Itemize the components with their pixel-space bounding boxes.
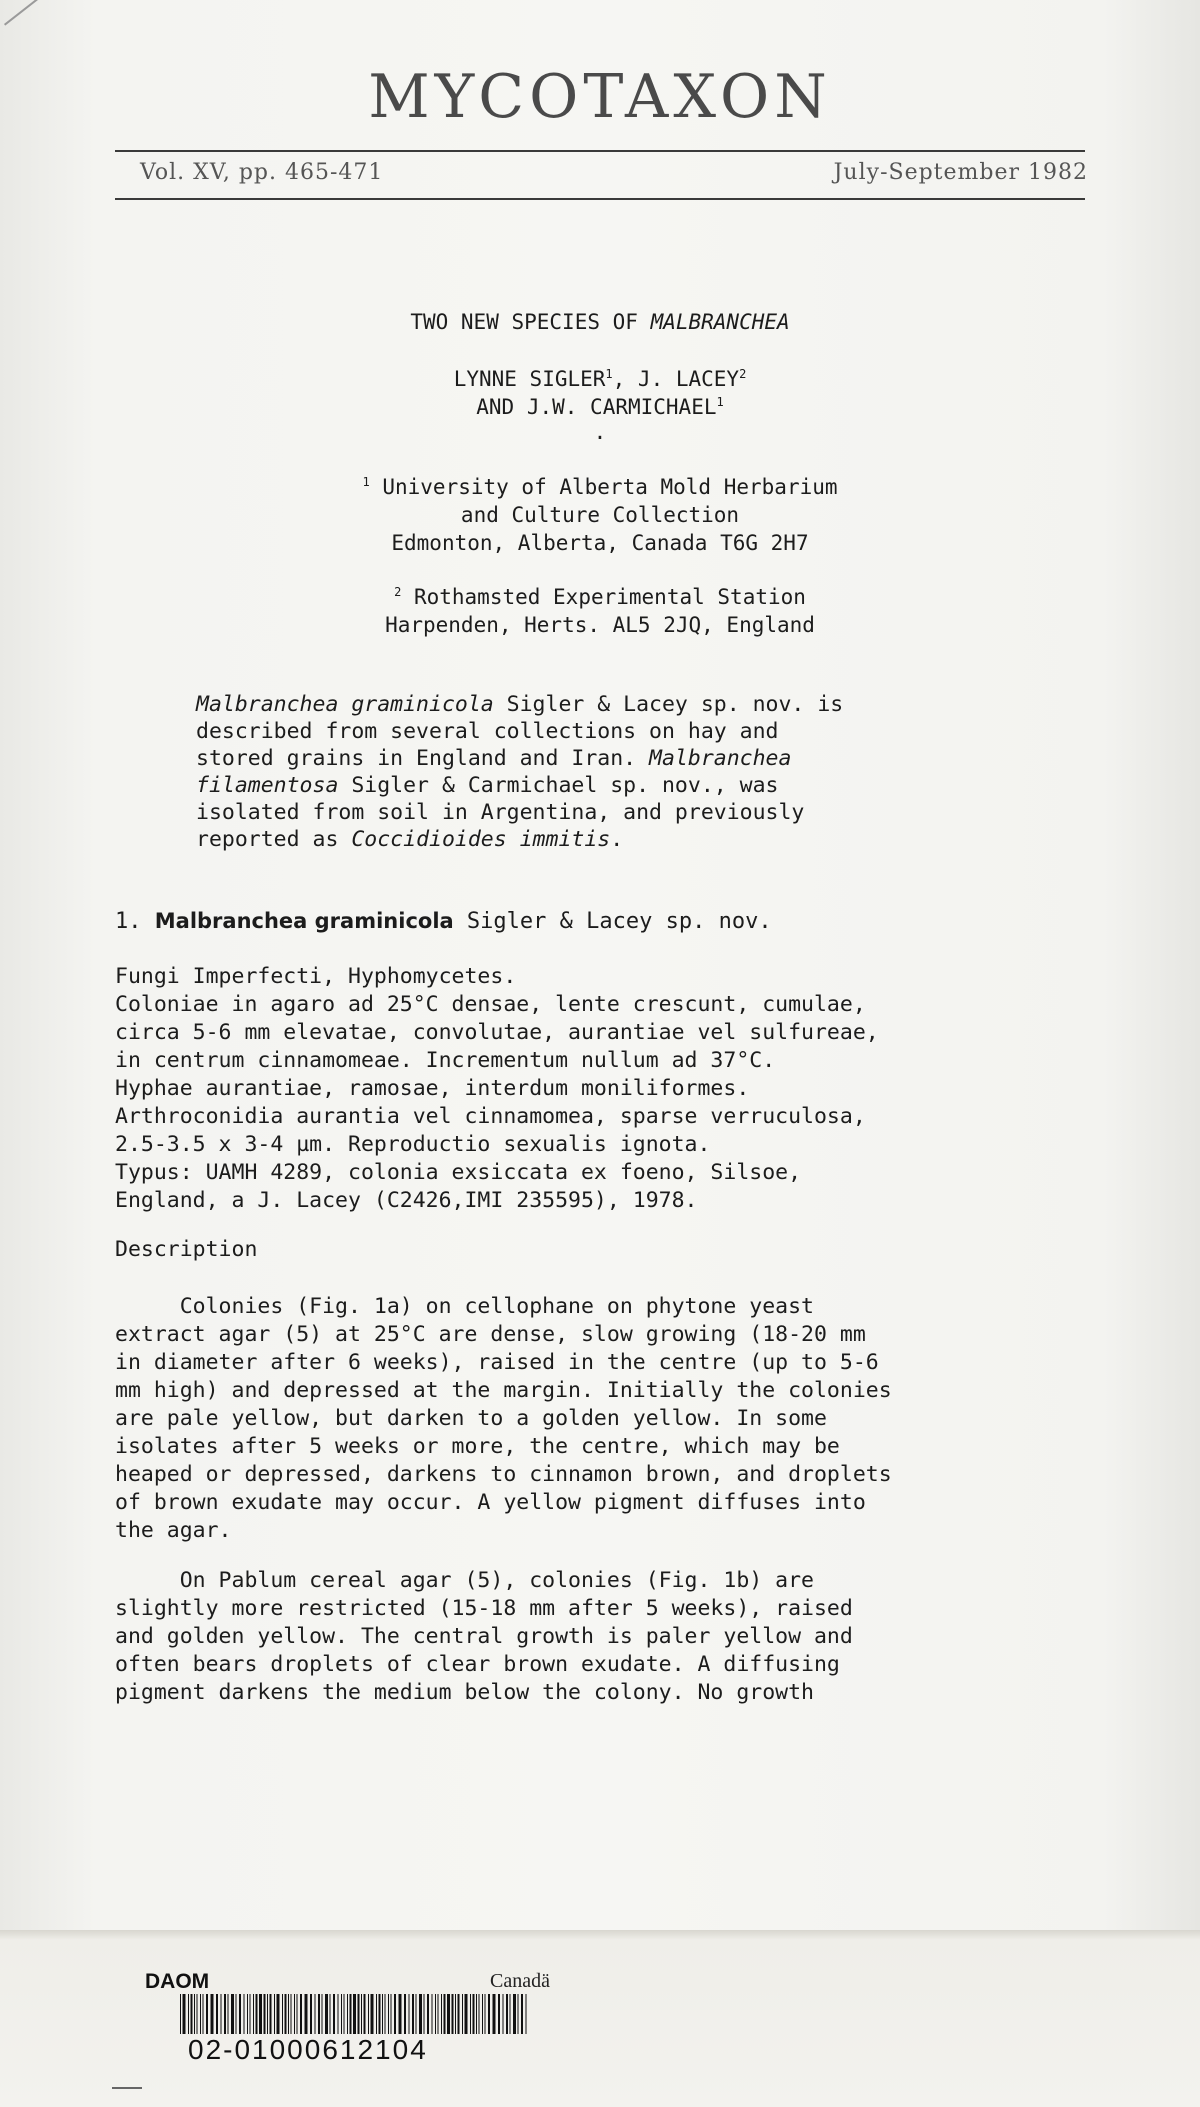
barcode-bar <box>231 1994 234 2034</box>
affiliation-2: $^2$ Rothamsted Experimental Station Harpenden, Herts. AL5 2JQ, England <box>385 585 815 637</box>
barcode-bar <box>318 1994 320 2034</box>
barcode-bar <box>211 1994 214 2034</box>
abstract-line: Malbranchea graminicola Sigler & Lacey sp. nov. is <box>196 692 844 717</box>
barcode-bar <box>482 1994 483 2034</box>
barcode-bar <box>462 1994 463 2034</box>
barcode-bar <box>291 1994 292 2034</box>
barcode-bar <box>224 1994 226 2034</box>
barcode-number: 02-01000612104 <box>188 2034 428 2065</box>
footer-tick <box>112 2087 142 2089</box>
abstract-line: isolated from soil in Argentina, and previously <box>196 800 805 825</box>
description-heading: Description <box>115 1237 258 1262</box>
barcode-bar <box>479 1994 480 2034</box>
barcode-bar <box>447 1994 450 2034</box>
article-authors: LYNNE SIGLER$^1$, J. LACEY$^2$ AND J.W. CARMICHAEL$^1$ <box>453 367 747 419</box>
barcode-bar <box>391 1994 392 2034</box>
barcode-bar <box>259 1994 262 2034</box>
barcode-bar <box>228 1994 229 2034</box>
barcode-bar <box>310 1994 312 2034</box>
barcode-bar <box>419 1994 422 2034</box>
barcode-bar <box>305 1994 308 2034</box>
barcode-bar <box>444 1994 446 2034</box>
barcode-bar <box>506 1994 508 2034</box>
barcode-bar <box>270 1994 272 2034</box>
barcode-bar <box>473 1994 475 2034</box>
barcode-bar <box>432 1994 433 2034</box>
volume-pages: Vol. XV, pp. 465-471 <box>140 160 384 185</box>
barcode-bar <box>394 1994 396 2034</box>
herbarium-code: DAOM <box>145 1970 210 1993</box>
barcode-bar <box>300 1994 302 2034</box>
barcode-bar <box>385 1994 386 2034</box>
barcode-bar <box>194 1994 195 2034</box>
barcode-bar <box>325 1994 328 2034</box>
paragraph-line: pigment darkens the medium below the colony. No growth <box>115 1680 814 1705</box>
barcode-bar <box>412 1994 414 2034</box>
barcode-bar <box>424 1994 425 2034</box>
barcode-bar <box>458 1994 460 2034</box>
barcode-bar <box>435 1994 436 2034</box>
barcode-bar <box>526 1994 527 2034</box>
abstract-line: stored grains in England and Iran. Malbranchea <box>196 746 792 771</box>
species-heading: 1. Malbranchea graminicola Sigler & Lacey sp. nov. <box>115 909 772 934</box>
barcode-bar <box>353 1994 356 2034</box>
paragraph-line: On Pablum cereal agar (5), colonies (Fig. 1b) are <box>115 1568 814 1593</box>
barcode-bar <box>361 1994 362 2034</box>
paragraph-line: isolates after 5 weeks or more, the centre, which may be <box>115 1434 840 1459</box>
affiliation-1: $^1$ University of Alberta Mold Herbarium and Culture Collection Edmonton, Alberta, Canada T6G 2H7 <box>362 475 838 555</box>
diagnosis-line: Arthroconidia aurantia vel cinnamomea, sparse verruculosa, <box>115 1104 866 1129</box>
barcode-bar <box>253 1994 254 2034</box>
paragraph-line: the agar. <box>115 1518 232 1543</box>
barcode-bar <box>322 1994 323 2034</box>
latin-diagnosis <box>115 963 1105 1215</box>
barcode-bar <box>438 1994 439 2034</box>
paragraph-line: Colonies (Fig. 1a) on cellophane on phytone yeast <box>115 1294 814 1319</box>
barcode-bar <box>344 1994 345 2034</box>
barcode-bar <box>282 1994 283 2034</box>
barcode-bar <box>493 1994 496 2034</box>
barcode-bar <box>277 1994 280 2034</box>
barcode-bar <box>485 1994 486 2034</box>
barcode-bar <box>388 1994 389 2034</box>
barcode-bar <box>200 1994 201 2034</box>
barcode-bar <box>441 1994 442 2034</box>
issue-date: July-September 1982 <box>833 160 1088 185</box>
barcode-bar <box>518 1994 519 2034</box>
barcode-bar <box>358 1994 360 2034</box>
paragraph-line: are pale yellow, but darken to a golden yellow. In some <box>115 1406 827 1431</box>
barcode-bar <box>510 1994 511 2034</box>
barcode-bar <box>285 1994 287 2034</box>
barcode-bar <box>330 1994 331 2034</box>
diagnosis-line: Hyphae aurantiae, ramosae, interdum moniliformes. <box>115 1076 750 1101</box>
barcode-bar <box>488 1994 490 2034</box>
barcode-bar <box>191 1994 193 2034</box>
barcode-bar <box>221 1994 222 2034</box>
paragraph-line: slightly more restricted (15-18 mm after 5 weeks), raised <box>115 1596 853 1621</box>
diagnosis-line: circa 5-6 mm elevatae, convolutae, aurantiae vel sulfureae, <box>115 1020 879 1045</box>
barcode-bar <box>376 1994 377 2034</box>
paragraph-line: in diameter after 6 weeks), raised in the centre (up to 5-6 <box>115 1350 879 1375</box>
diagnosis-line: Fungi Imperfecti, Hyphomycetes. <box>115 964 517 989</box>
barcode-bar <box>216 1994 218 2034</box>
barcode-bar <box>341 1994 342 2034</box>
abstract-line: filamentosa Sigler & Carmichael sp. nov., was <box>196 773 779 798</box>
barcode-bar <box>503 1994 504 2034</box>
barcode-bar <box>476 1994 477 2034</box>
barcode-icon <box>180 1994 532 2034</box>
barcode-bar <box>416 1994 417 2034</box>
barcode-bar <box>297 1994 298 2034</box>
masthead-rule-bottom <box>115 198 1085 200</box>
barcode-bar <box>498 1994 500 2034</box>
canada-wordmark: Canadä <box>490 1970 550 1992</box>
paragraph-line: heaped or depressed, darkens to cinnamon brown, and droplets <box>115 1462 892 1487</box>
barcode-bar <box>294 1994 295 2034</box>
paragraph-line: of brown exudate may occur. A yellow pigment diffuses into <box>115 1490 866 1515</box>
barcode-bar <box>379 1994 381 2034</box>
masthead-rule-top <box>115 150 1085 152</box>
barcode-bar <box>470 1994 471 2034</box>
barcode-bar <box>521 1994 523 2034</box>
barcode-bar <box>465 1994 468 2034</box>
barcode-bar <box>250 1994 251 2034</box>
diagnosis-line: Coloniae in agaro ad 25°C densae, lente crescunt, cumulae, <box>115 992 866 1017</box>
barcode-bar <box>427 1994 429 2034</box>
barcode-bar <box>452 1994 454 2034</box>
barcode-bar <box>404 1994 406 2034</box>
abstract-line: described from several collections on hay and <box>196 719 779 744</box>
paragraph-line: often bears droplets of clear brown exudate. A diffusing <box>115 1652 840 1677</box>
barcode-bar <box>206 1994 208 2034</box>
barcode-bar <box>333 1994 335 2034</box>
diagnosis-line: 2.5-3.5 x 3-4 µm. Reproductio sexualis ignota. <box>115 1132 711 1157</box>
barcode-bar <box>288 1994 289 2034</box>
barcode-bar <box>247 1994 248 2034</box>
barcode-bar <box>350 1994 352 2034</box>
diagnosis-line: England, a J. Lacey (C2426,IMI 235595), 1978. <box>115 1188 698 1213</box>
barcode-bar <box>188 1994 189 2034</box>
diagnosis-line: Typus: UAMH 4289, colonia exsiccata ex foeno, Silsoe, <box>115 1160 802 1185</box>
barcode-bar <box>183 1994 186 2034</box>
barcode-bar <box>244 1994 245 2034</box>
barcode-bar <box>368 1994 369 2034</box>
separator-dot: . <box>593 420 607 444</box>
paragraph-line: mm high) and depressed at the margin. Initially the colonies <box>115 1378 892 1403</box>
barcode-bar <box>347 1994 348 2034</box>
barcode-bar <box>371 1994 374 2034</box>
barcode-bar <box>399 1994 402 2034</box>
barcode-bar <box>256 1994 258 2034</box>
barcode-bar <box>203 1994 204 2034</box>
barcode-bar <box>264 1994 266 2034</box>
description-paragraph-2 <box>115 1567 1105 1707</box>
barcode-bar <box>409 1994 410 2034</box>
barcode-bar <box>236 1994 237 2034</box>
barcode-bar <box>455 1994 456 2034</box>
barcode-bar <box>180 1994 181 2034</box>
barcode-bar <box>315 1994 316 2034</box>
barcode-bar <box>197 1994 198 2034</box>
barcode-bar <box>274 1994 275 2034</box>
corner-pencil-mark <box>4 0 54 26</box>
barcode-bar <box>513 1994 516 2034</box>
barcode-bar <box>364 1994 366 2034</box>
barcode-bar <box>239 1994 241 2034</box>
diagnosis-line: in centrum cinnamomeae. Incrementum nullum ad 37°C. <box>115 1048 776 1073</box>
paragraph-line: extract agar (5) at 25°C are dense, slow growing (18-20 mm <box>115 1322 866 1347</box>
abstract <box>196 691 1036 853</box>
article-title: TWO NEW SPECIES OF MALBRANCHEA <box>410 310 790 334</box>
barcode-bar <box>338 1994 339 2034</box>
paragraph-line: and golden yellow. The central growth is paler yellow and <box>115 1624 853 1649</box>
description-paragraph-1 <box>115 1293 1105 1545</box>
barcode-bar <box>382 1994 383 2034</box>
abstract-line: reported as Coccidioides immitis. <box>196 827 624 852</box>
journal-masthead: MYCOTAXON <box>368 62 832 132</box>
barcode-bar <box>267 1994 268 2034</box>
